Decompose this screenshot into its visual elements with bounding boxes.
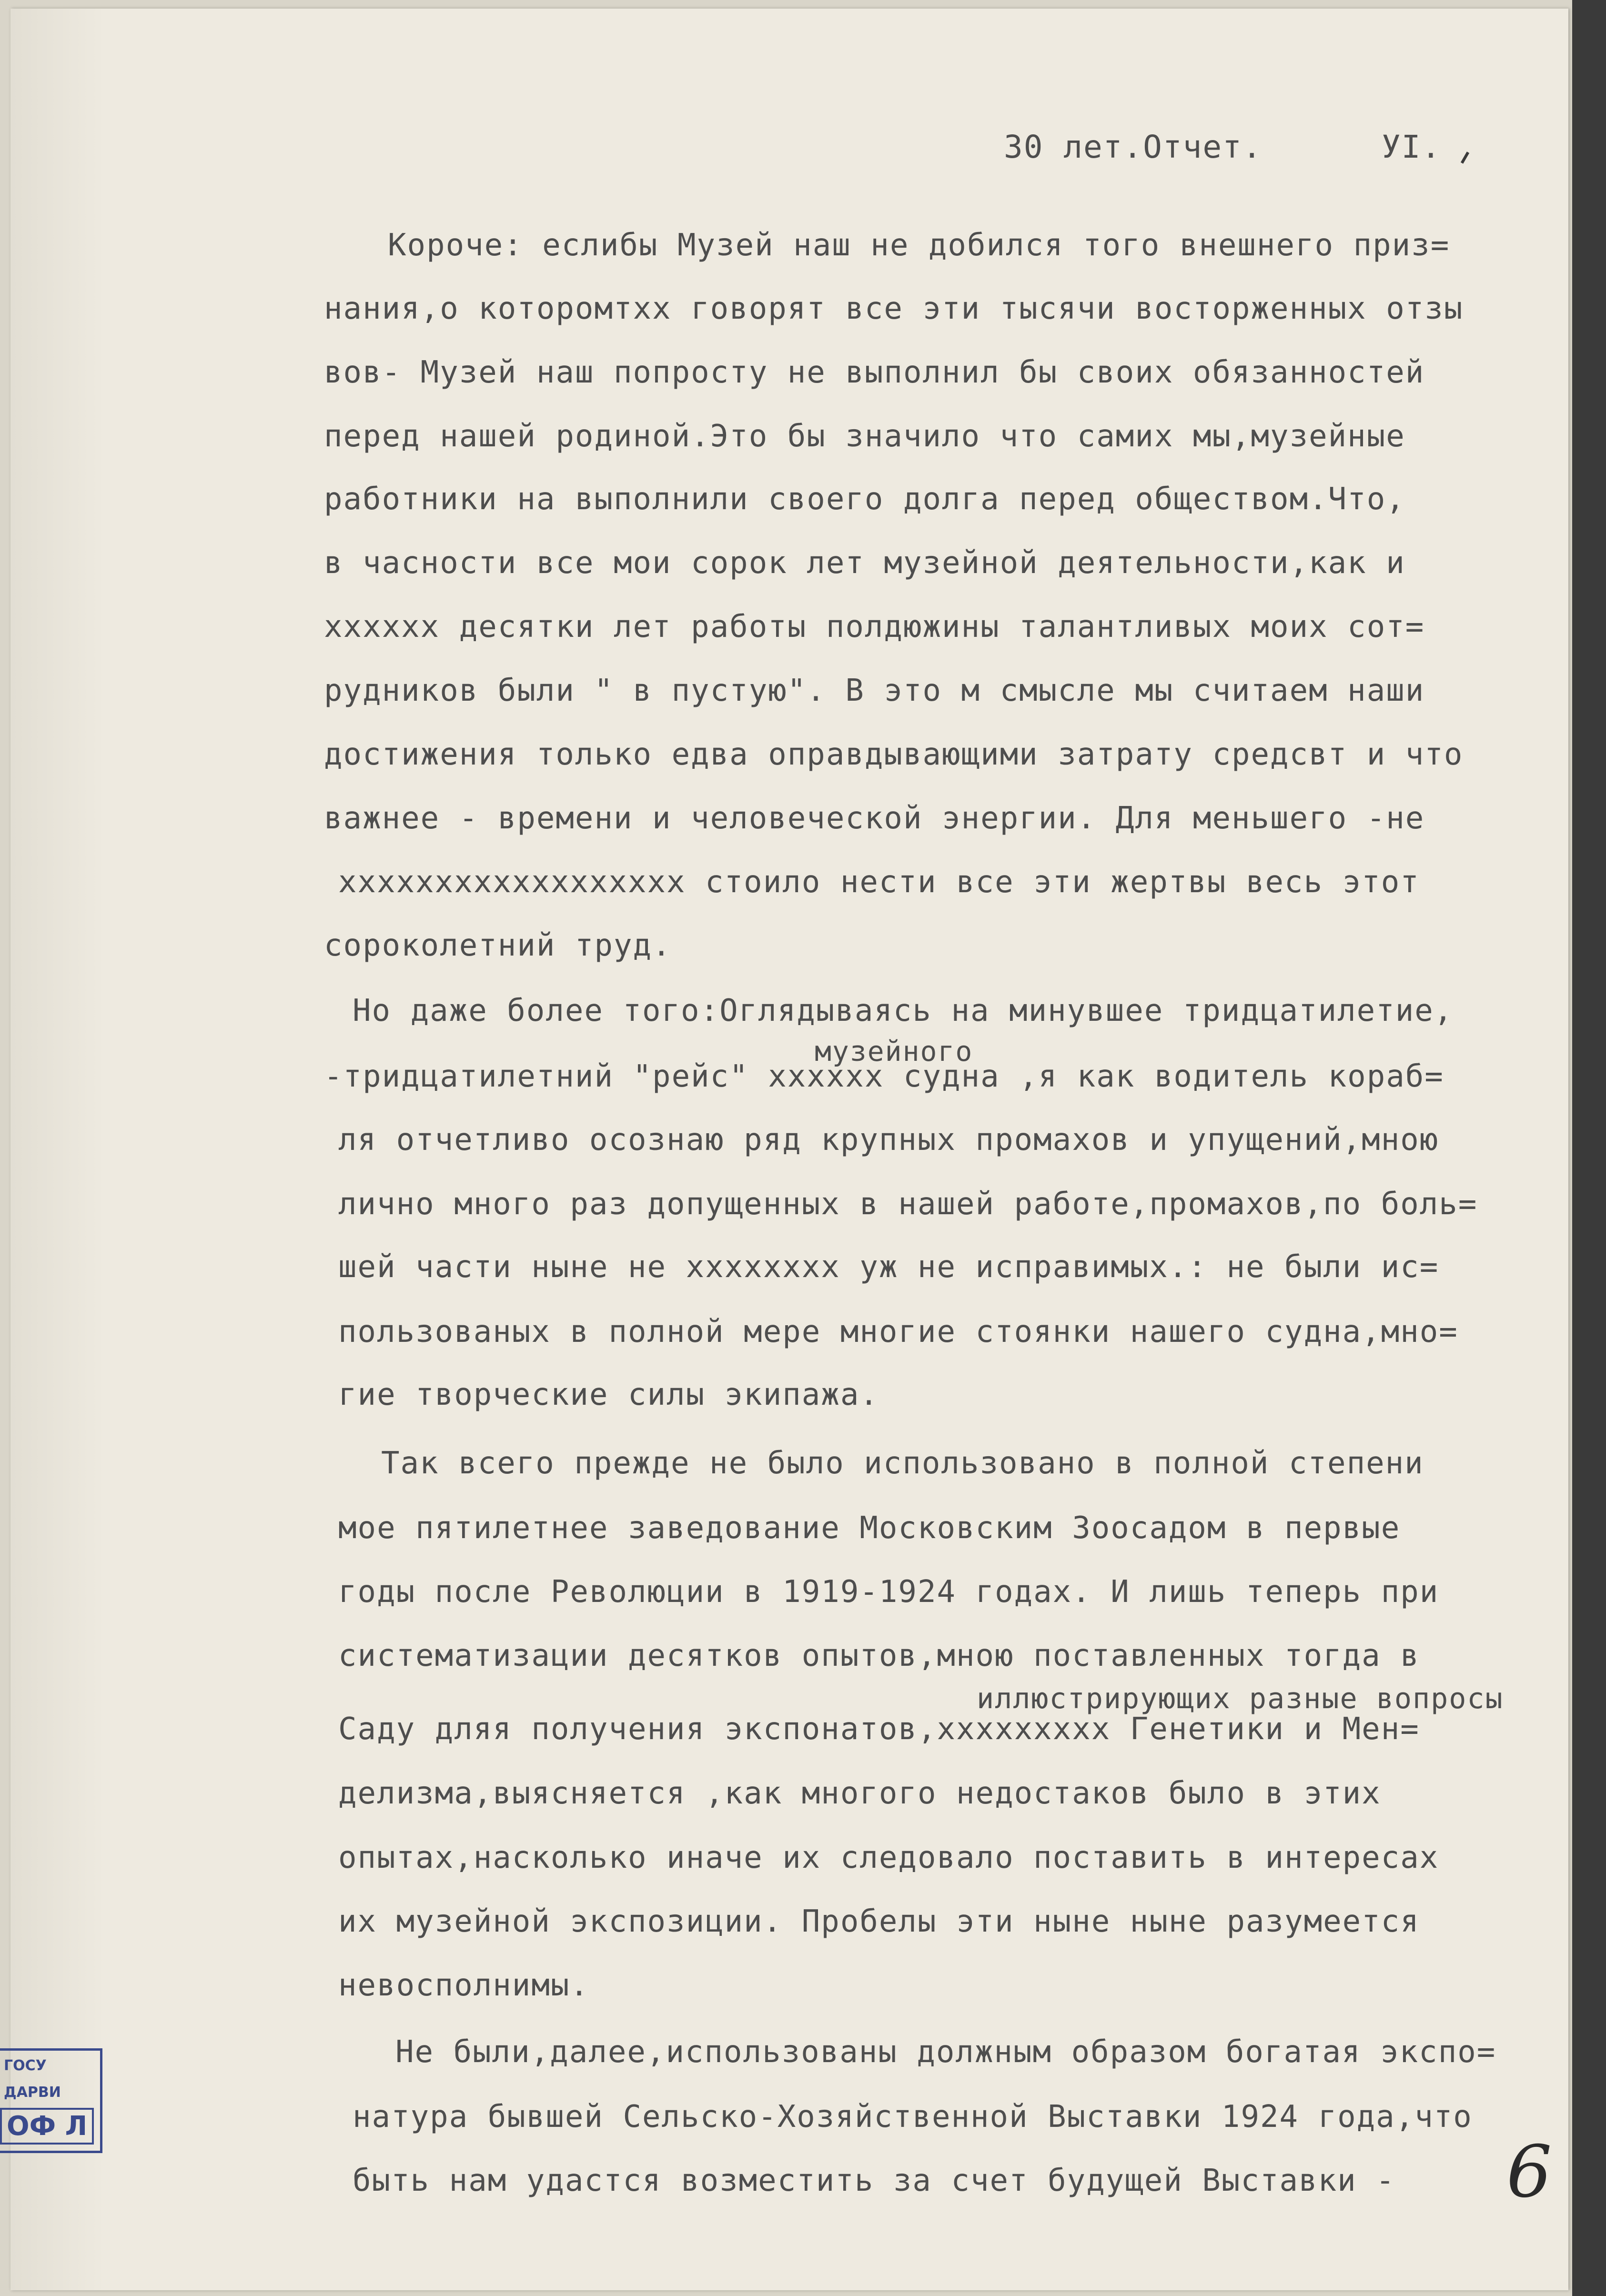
backdrop-edge	[1572, 0, 1606, 2296]
text-line: быть нам удастся возместить за счет будущей Выставки -	[353, 2163, 1395, 2198]
text-line: рудников были " в пустую". В это м смысле мы считаем наши	[324, 673, 1425, 708]
text-line: систематизации десятков опытов,мною поставленных тогда в	[338, 1638, 1420, 1673]
typewritten-text	[10, 9, 1568, 2290]
interlinear-insert: иллюстрирующих разные вопросы	[977, 1682, 1504, 1715]
text-line: хххххххххххххххххх стоило нести все эти жертвы весь этот	[338, 865, 1420, 900]
text-line: -тридцатилетний "рейс" хххххх судна ,я как водитель кораб=	[324, 1059, 1444, 1094]
text-line: хххххх десятки лет работы полдюжины талантливых моих сот=	[324, 609, 1425, 644]
text-line: сороколетний труд.	[324, 928, 672, 963]
text-line: работники на выполнили своего долга перед обществом.Что,	[324, 482, 1405, 517]
text-line: делизма,выясняется ,как многого недостаков было в этих	[338, 1776, 1381, 1811]
text-line: натура бывшей Сельско-Хозяйственной Выставки 1924 года,что	[353, 2099, 1473, 2135]
text-line: шей части ныне не хххххххх уж не исправимых.: не были ис=	[338, 1249, 1439, 1285]
text-line: их музейной экспозиции. Пробелы эти ныне ныне разумеется	[338, 1904, 1420, 1939]
text-line: в часности все мои сорок лет музейной деятельности,как и	[324, 545, 1405, 581]
text-line: нания,о которомтхх говорят все эти тысячи восторженных отзы	[324, 291, 1464, 326]
text-line: перед нашей родиной.Это бы значило что самих мы,музейные	[324, 419, 1405, 454]
text-line: гие творческие силы экипажа.	[338, 1377, 879, 1412]
text-line: Но даже более того:Оглядываясь на минувшее тридцатилетие,	[353, 993, 1454, 1028]
text-line: вов- Музей наш попросту не выполнил бы своих обязанностей	[324, 355, 1425, 390]
text-line: мое пятилетнее заведование Московским Зоосадом в первые	[338, 1511, 1401, 1546]
text-line: пользованых в полной мере многие стоянки нашего судна,мно=	[338, 1314, 1458, 1349]
archive-stamp	[0, 2048, 102, 2153]
text-line: невосполнимы.	[338, 1968, 589, 2003]
text-line: достижения только едва оправдывающими затрату средсвт и что	[324, 737, 1464, 772]
interlinear-insert: музейного	[815, 1035, 973, 1067]
text-line: Короче: еслибы Музей наш не добился того внешнего приз=	[388, 228, 1450, 263]
stamp-line: ГОСУ	[4, 2057, 47, 2074]
text-line: ля отчетливо осознаю ряд крупных промахов и упущений,мною	[338, 1122, 1439, 1158]
stamp-line: ОФ Л	[0, 2108, 94, 2145]
text-line: опытах,насколько иначе их следовало поставить в интересах	[338, 1840, 1439, 1875]
text-line: лично много раз допущенных в нашей работе,промахов,по боль=	[338, 1187, 1478, 1222]
text-line: Саду дляя получения экспонатов,ххххххххх Генетики и Мен=	[338, 1712, 1420, 1747]
handwritten-sheet-number: 6	[1506, 2131, 1552, 2214]
stamp-line: ДАРВИ	[4, 2084, 61, 2101]
text-line: важнее - времени и человеческой энергии. Для меньшего -не	[324, 801, 1425, 836]
document-page	[10, 9, 1568, 2290]
text-line: Не были,далее,использованы должным образом богатая экспо=	[395, 2034, 1496, 2070]
text-line: годы после Революции в 1919-1924 годах. И лишь теперь при	[338, 1574, 1439, 1610]
page-header: 30 лет.Отчет. УI.	[1004, 129, 1442, 165]
text-line: Так всего прежде не было использовано в полной степени	[381, 1446, 1424, 1481]
